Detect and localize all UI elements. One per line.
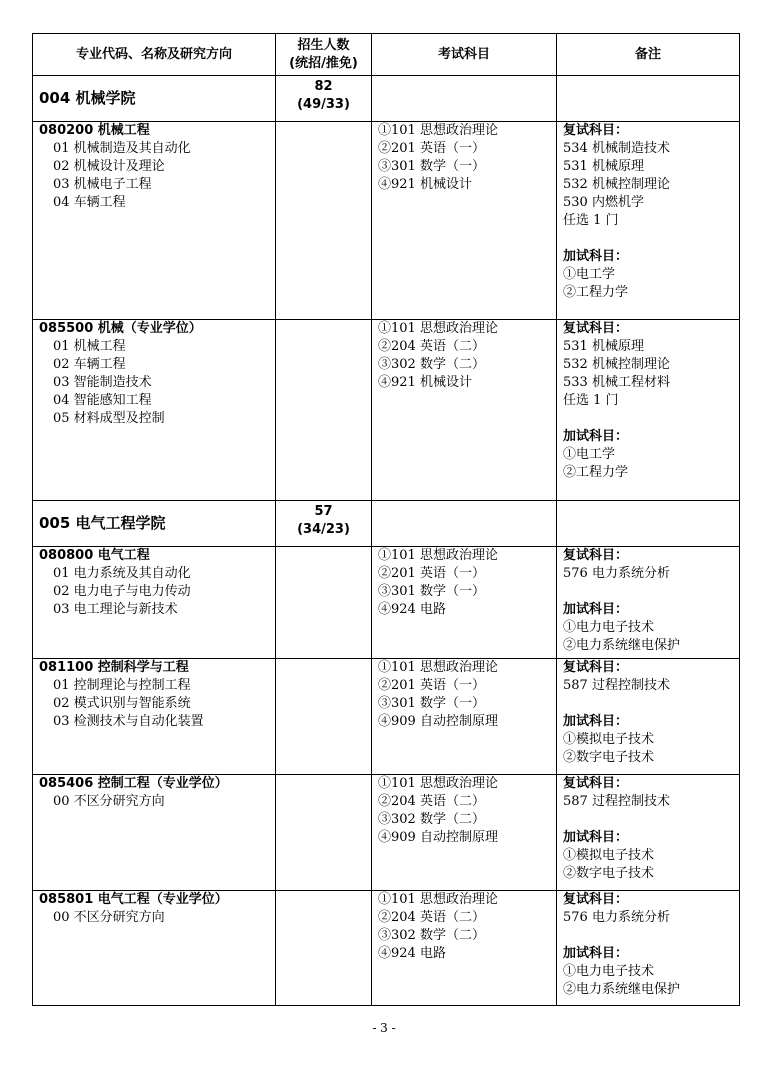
retest-label: 复试科目： bbox=[563, 660, 629, 675]
retest-subject: 576 电力系统分析 bbox=[563, 910, 670, 925]
retest-subject: 534 机械制造技术 bbox=[563, 141, 670, 156]
retest-label: 复试科目： bbox=[563, 776, 629, 791]
quota-total: 82 bbox=[314, 79, 333, 94]
research-direction: 03 智能制造技术 bbox=[53, 375, 152, 390]
school-quota bbox=[276, 76, 372, 122]
empty-cell bbox=[557, 501, 740, 547]
extra-label: 加试科目： bbox=[563, 602, 629, 617]
research-direction: 01 机械工程 bbox=[53, 339, 126, 354]
exam-subjects-cell bbox=[372, 891, 557, 1006]
retest-label: 复试科目： bbox=[563, 548, 629, 563]
retest-subject: 576 电力系统分析 bbox=[563, 566, 670, 581]
spacer bbox=[563, 811, 739, 829]
extra-subject: ①模拟电子技术 bbox=[563, 848, 655, 863]
exam-subject: ④909 自动控制原理 bbox=[378, 714, 498, 729]
research-direction: 03 检测技术与自动化装置 bbox=[53, 714, 204, 729]
major-row bbox=[33, 122, 740, 320]
spacer bbox=[563, 695, 739, 713]
major-title: 081100 控制科学与工程 bbox=[39, 660, 189, 675]
major-cell bbox=[33, 891, 276, 1006]
retest-label: 复试科目： bbox=[563, 892, 629, 907]
research-direction: 05 材料成型及控制 bbox=[53, 411, 165, 426]
header-quota-line2: (统招/推免) bbox=[289, 55, 358, 71]
spacer bbox=[563, 230, 739, 248]
retest-subject: 532 机械控制理论 bbox=[563, 177, 670, 192]
extra-subject: ①电力电子技术 bbox=[563, 620, 655, 635]
major-row bbox=[33, 659, 740, 775]
exam-subject: ①101 思想政治理论 bbox=[378, 321, 498, 336]
school-name-cell bbox=[33, 501, 276, 547]
page-number: - 3 - bbox=[372, 1021, 396, 1035]
exam-subject: ②204 英语（二） bbox=[378, 339, 485, 354]
retest-subject: 530 内燃机学 bbox=[563, 195, 644, 210]
research-direction: 00 不区分研究方向 bbox=[53, 910, 165, 925]
research-direction: 02 模式识别与智能系统 bbox=[53, 696, 191, 711]
school-name: 004 机械学院 bbox=[39, 88, 136, 107]
major-quota-cell bbox=[276, 775, 372, 891]
exam-subjects-cell bbox=[372, 122, 557, 320]
major-cell bbox=[33, 659, 276, 775]
notes-cell bbox=[557, 659, 740, 775]
retest-subject: 任选 1 门 bbox=[563, 393, 619, 408]
quota-split: (34/23) bbox=[297, 522, 350, 537]
quota-total: 57 bbox=[314, 504, 333, 519]
exam-subject: ①101 思想政治理论 bbox=[378, 776, 498, 791]
major-row bbox=[33, 320, 740, 501]
major-row bbox=[33, 891, 740, 1006]
extra-subject: ②电力系统继电保护 bbox=[563, 982, 681, 997]
research-direction: 02 电力电子与电力传动 bbox=[53, 584, 191, 599]
exam-subject: ③301 数学（一） bbox=[378, 584, 485, 599]
exam-subject: ①101 思想政治理论 bbox=[378, 892, 498, 907]
empty-cell bbox=[557, 76, 740, 122]
extra-label: 加试科目： bbox=[563, 830, 629, 845]
extra-label: 加试科目： bbox=[563, 714, 629, 729]
major-row bbox=[33, 547, 740, 659]
retest-label: 复试科目： bbox=[563, 321, 629, 336]
extra-label: 加试科目： bbox=[563, 946, 629, 961]
retest-subject: 任选 1 门 bbox=[563, 213, 619, 228]
extra-subject: ①电工学 bbox=[563, 447, 616, 462]
major-quota-cell bbox=[276, 547, 372, 659]
extra-subject: ①电力电子技术 bbox=[563, 964, 655, 979]
header-quota-line1: 招生人数 bbox=[297, 37, 350, 53]
retest-subject: 532 机械控制理论 bbox=[563, 357, 670, 372]
spacer bbox=[563, 410, 739, 428]
quota-split: (49/33) bbox=[297, 97, 350, 112]
exam-subjects-cell bbox=[372, 775, 557, 891]
retest-subject: 531 机械原理 bbox=[563, 159, 644, 174]
major-cell bbox=[33, 320, 276, 501]
exam-subject: ②204 英语（二） bbox=[378, 910, 485, 925]
exam-subject: ④921 机械设计 bbox=[378, 375, 472, 390]
spacer bbox=[563, 583, 739, 601]
exam-subject: ④924 电路 bbox=[378, 946, 446, 961]
exam-subjects-cell bbox=[372, 659, 557, 775]
major-title: 080800 电气工程 bbox=[39, 548, 150, 563]
header-quota bbox=[276, 34, 372, 76]
notes-cell bbox=[557, 320, 740, 501]
extra-subject: ②工程力学 bbox=[563, 285, 629, 300]
school-row bbox=[33, 501, 740, 547]
major-quota-cell bbox=[276, 659, 372, 775]
research-direction: 04 车辆工程 bbox=[53, 195, 126, 210]
major-quota-cell bbox=[276, 320, 372, 501]
major-quota-cell bbox=[276, 891, 372, 1006]
major-cell bbox=[33, 547, 276, 659]
research-direction: 01 电力系统及其自动化 bbox=[53, 566, 191, 581]
research-direction: 00 不区分研究方向 bbox=[53, 794, 165, 809]
notes-cell bbox=[557, 775, 740, 891]
exam-subjects-cell bbox=[372, 320, 557, 501]
table-body bbox=[33, 76, 740, 1006]
exam-subject: ③301 数学（一） bbox=[378, 696, 485, 711]
major-title: 085406 控制工程（专业学位） bbox=[39, 776, 228, 791]
extra-subject: ②数字电子技术 bbox=[563, 866, 655, 881]
major-title: 085500 机械（专业学位） bbox=[39, 321, 202, 336]
exam-subject: ③302 数学（二） bbox=[378, 812, 485, 827]
notes-cell bbox=[557, 547, 740, 659]
extra-subject: ②电力系统继电保护 bbox=[563, 638, 681, 653]
header-exams: 考试科目 bbox=[372, 34, 557, 76]
retest-subject: 587 过程控制技术 bbox=[563, 678, 670, 693]
extra-label: 加试科目： bbox=[563, 249, 629, 264]
retest-subject: 587 过程控制技术 bbox=[563, 794, 670, 809]
school-name-cell bbox=[33, 76, 276, 122]
table-header-row bbox=[33, 34, 740, 76]
exam-subject: ②201 英语（一） bbox=[378, 141, 485, 156]
extra-subject: ②数字电子技术 bbox=[563, 750, 655, 765]
retest-subject: 531 机械原理 bbox=[563, 339, 644, 354]
exam-subject: ④909 自动控制原理 bbox=[378, 830, 498, 845]
research-direction: 03 电工理论与新技术 bbox=[53, 602, 178, 617]
extra-subject: ①模拟电子技术 bbox=[563, 732, 655, 747]
retest-label: 复试科目： bbox=[563, 123, 629, 138]
exam-subject: ②201 英语（一） bbox=[378, 678, 485, 693]
exam-subjects-cell bbox=[372, 547, 557, 659]
empty-cell bbox=[372, 501, 557, 547]
exam-subject: ③301 数学（一） bbox=[378, 159, 485, 174]
exam-subject: ②201 英语（一） bbox=[378, 566, 485, 581]
research-direction: 04 智能感知工程 bbox=[53, 393, 152, 408]
notes-cell bbox=[557, 891, 740, 1006]
extra-label: 加试科目： bbox=[563, 429, 629, 444]
exam-subject: ②204 英语（二） bbox=[378, 794, 485, 809]
header-notes: 备注 bbox=[557, 34, 740, 76]
major-cell bbox=[33, 122, 276, 320]
research-direction: 01 机械制造及其自动化 bbox=[53, 141, 191, 156]
admissions-table bbox=[32, 33, 740, 1006]
exam-subject: ④924 电路 bbox=[378, 602, 446, 617]
retest-subject: 533 机械工程材料 bbox=[563, 375, 670, 390]
major-title: 085801 电气工程（专业学位） bbox=[39, 892, 228, 907]
research-direction: 03 机械电子工程 bbox=[53, 177, 152, 192]
spacer bbox=[563, 927, 739, 945]
exam-subject: ③302 数学（二） bbox=[378, 357, 485, 372]
empty-cell bbox=[372, 76, 557, 122]
notes-cell bbox=[557, 122, 740, 320]
exam-subject: ①101 思想政治理论 bbox=[378, 660, 498, 675]
school-row bbox=[33, 76, 740, 122]
exam-subject: ③302 数学（二） bbox=[378, 928, 485, 943]
header-major: 专业代码、名称及研究方向 bbox=[33, 34, 276, 76]
major-row bbox=[33, 775, 740, 891]
exam-subject: ①101 思想政治理论 bbox=[378, 123, 498, 138]
exam-subject: ①101 思想政治理论 bbox=[378, 548, 498, 563]
school-quota bbox=[276, 501, 372, 547]
school-name: 005 电气工程学院 bbox=[39, 513, 166, 532]
major-cell bbox=[33, 775, 276, 891]
research-direction: 02 机械设计及理论 bbox=[53, 159, 165, 174]
exam-subject: ④921 机械设计 bbox=[378, 177, 472, 192]
extra-subject: ②工程力学 bbox=[563, 465, 629, 480]
research-direction: 01 控制理论与控制工程 bbox=[53, 678, 191, 693]
extra-subject: ①电工学 bbox=[563, 267, 616, 282]
major-quota-cell bbox=[276, 122, 372, 320]
major-title: 080200 机械工程 bbox=[39, 123, 150, 138]
research-direction: 02 车辆工程 bbox=[53, 357, 126, 372]
